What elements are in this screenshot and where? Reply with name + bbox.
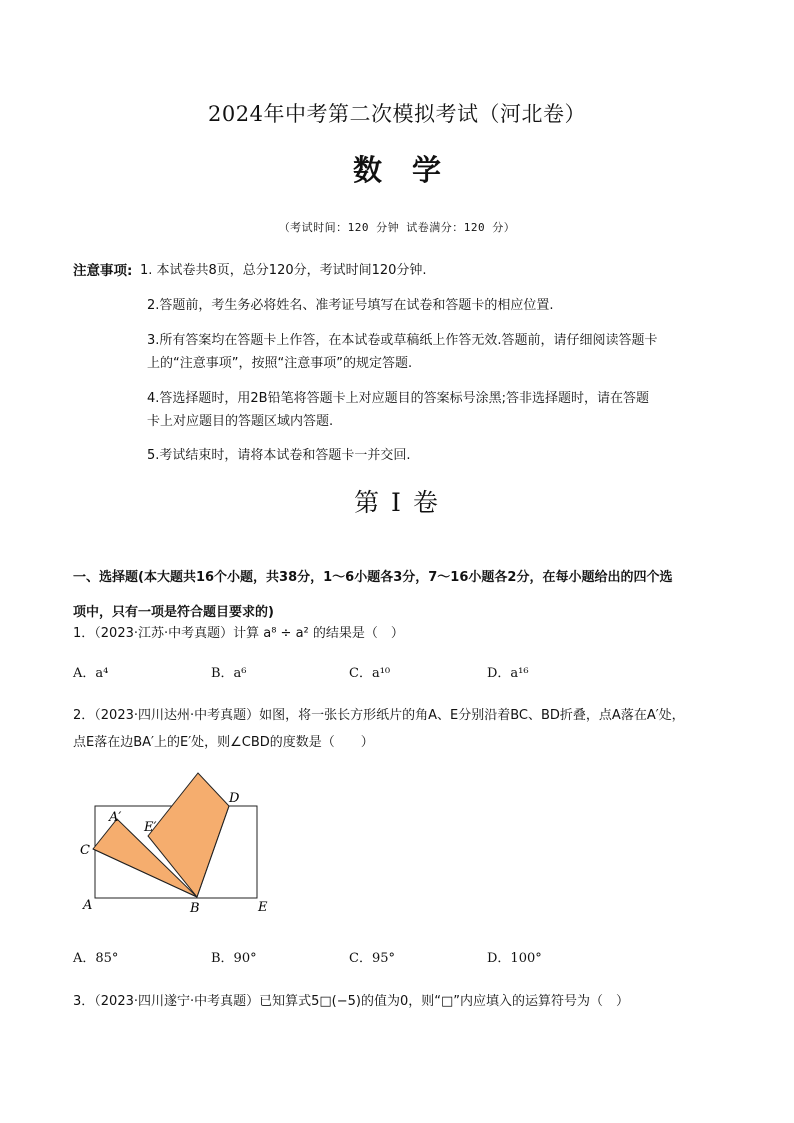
label-e-prime: E′ [144, 820, 157, 835]
question-1-option-b: B．a⁶ [211, 666, 247, 681]
note-item-2: 2.答题前，考生务必将姓名、准考证号填写在试卷和答题卡的相应位置. [147, 298, 554, 313]
label-c: C [80, 843, 90, 858]
section-heading-line-1: 一、选择题(本大题共16个小题，共38分，1～6小题各3分，7～16小题各2分，在每小题给出的四个选 [73, 570, 673, 585]
exam-info: （考试时间：120 分钟 试卷满分：120 分） [278, 221, 516, 234]
question-1-stem: 1．（2023·江苏·中考真题）计算 a⁸ ÷ a² 的结果是（ ） [73, 626, 404, 641]
section-heading-line-2: 项中，只有一项是符合题目要求的) [73, 605, 274, 620]
question-3-stem: 3．（2023·四川遂宁·中考真题）已知算式5□(−5)的值为0，则“□”内应填入的运算符号为（ ） [73, 994, 630, 1009]
question-2-stem-line-2: 点E落在边BA′上的E′处，则∠CBD的度数是（ ） [73, 735, 374, 750]
question-2-option-b: B．90° [211, 951, 257, 966]
label-a: A [83, 898, 93, 913]
folded-rectangle-figure [72, 768, 282, 918]
subject-title: 数学 [352, 153, 471, 187]
question-1-option-d: D．a¹⁶ [487, 666, 529, 681]
exam-title: 2024年中考第二次模拟考试（河北卷） [208, 102, 586, 126]
note-item-4-line-2: 卡上对应题目的答题区域内答题. [147, 414, 334, 429]
question-2-option-a: A．85° [73, 951, 119, 966]
label-e: E [258, 900, 268, 915]
question-1-option-c: C．a¹⁰ [349, 666, 391, 681]
note-item-4-line-1: 4.答选择题时，用2B铅笔将答题卡上对应题目的答案标号涂黑;答非选择题时，请在答题 [147, 391, 649, 406]
question-2-option-d: D．100° [487, 951, 542, 966]
label-d: D [229, 791, 240, 806]
question-2-stem-line-1: 2．（2023·四川达州·中考真题）如图，将一张长方形纸片的角A、E分别沿着BC、BD折叠，点A落在A′处， [73, 708, 685, 723]
note-item-1: 1. 本试卷共8页，总分120分，考试时间120分钟. [140, 263, 427, 278]
question-2-option-c: C．95° [349, 951, 395, 966]
note-item-5: 5.考试结束时，请将本试卷和答题卡一并交回. [147, 448, 411, 463]
note-item-3-line-2: 上的“注意事项”，按照“注意事项”的规定答题. [147, 356, 413, 371]
question-1-option-a: A．a⁴ [73, 666, 109, 681]
part-title: 第 I 卷 [354, 488, 440, 517]
notes-label: 注意事项: [73, 263, 133, 279]
label-a-prime: A′ [109, 810, 122, 825]
note-item-3-line-1: 3.所有答案均在答题卡上作答，在本试卷或草稿纸上作答无效.答题前，请仔细阅读答题卡 [147, 333, 658, 348]
label-b: B [190, 901, 200, 916]
